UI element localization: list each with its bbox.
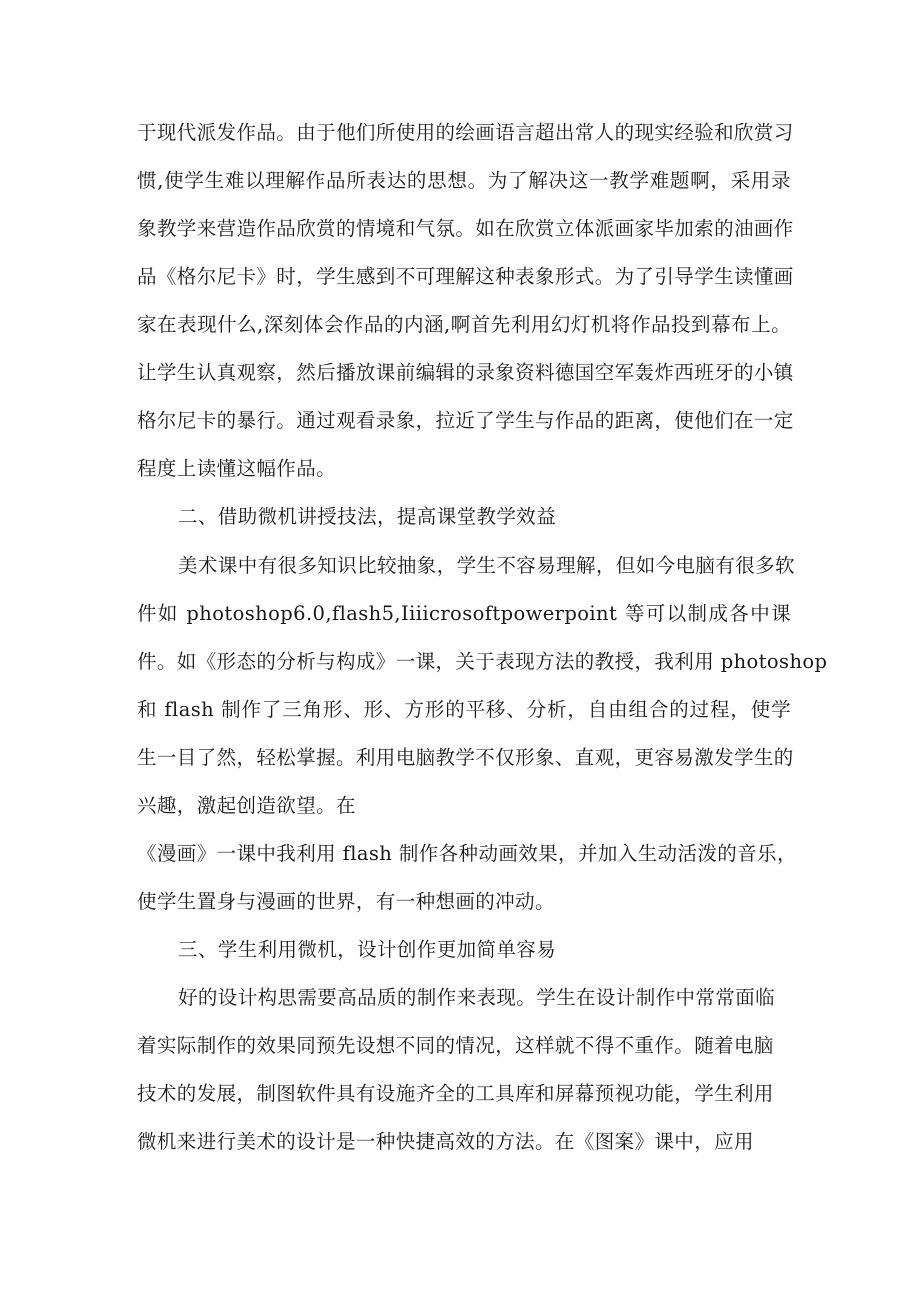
text-line: 和 flash 制作了三角形、形、方形的平移、分析，自由组合的过程，使学: [137, 698, 791, 721]
text-line: 格尔尼卡的暴行。通过观看录象，拉近了学生与作品的距离，使他们在一定: [137, 409, 794, 432]
text-line: 好的设计构思需要高品质的制作来表现。学生在设计制作中常常面临: [178, 986, 776, 1009]
text-line: 着实际制作的效果同预先设想不同的情况，这样就不得不重作。随着电脑: [137, 1034, 774, 1057]
text-line: 让学生认真观察，然后播放课前编辑的录象资料德国空军轰炸西班牙的小镇: [137, 361, 794, 384]
text-line: 微机来进行美术的设计是一种快捷高效的方法。在《图案》课中，应用: [137, 1130, 754, 1153]
text-line: 品《格尔尼卡》时，学生感到不可理解这种表象形式。为了引导学生读懂画: [137, 265, 794, 288]
text-line: 兴趣，激起创造欲望。在: [137, 794, 356, 817]
section-heading: 三、学生利用微机，设计创作更加简单容易: [178, 938, 557, 961]
text-line: 技术的发展，制图软件具有设施齐全的工具库和屏幕预视功能，学生利用: [137, 1082, 774, 1105]
text-line: 程度上读懂这幅作品。: [137, 457, 337, 480]
text-line: 于现代派发作品。由于他们所使用的绘画语言超出常人的现实经验和欣赏习: [137, 121, 794, 144]
text-line: 使学生置身与漫画的世界，有一种想画的冲动。: [137, 890, 555, 913]
text-line: 件。如《形态的分析与构成》一课，关于表现方法的教授，我利用 photoshop: [137, 650, 828, 673]
section-heading: 二、借助微机讲授技法，提高课堂教学效益: [178, 505, 557, 528]
text-line: 《漫画》一课中我利用 flash 制作各种动画效果，并加入生动活泼的音乐，: [137, 842, 797, 865]
text-line: 象教学来营造作品欣赏的情境和气氛。如在欣赏立体派画家毕加索的油画作: [137, 217, 794, 240]
text-line: 件如 photoshop6.0,flash5,Iiiicrosoftpowerpoint 等可以制成各中课: [137, 602, 791, 625]
text-line: 家在表现什么,深刻体会作品的内涵,啊首先利用幻灯机将作品投到幕布上。: [137, 313, 791, 336]
text-line: 惯,使学生难以理解作品所表达的思想。为了解决这一教学难题啊，采用录: [137, 169, 791, 192]
text-line: 生一目了然，轻松掌握。利用电脑教学不仅形象、直观，更容易激发学生的: [137, 746, 794, 769]
text-line: 美术课中有很多知识比较抽象，学生不容易理解，但如今电脑有很多软: [178, 554, 795, 577]
